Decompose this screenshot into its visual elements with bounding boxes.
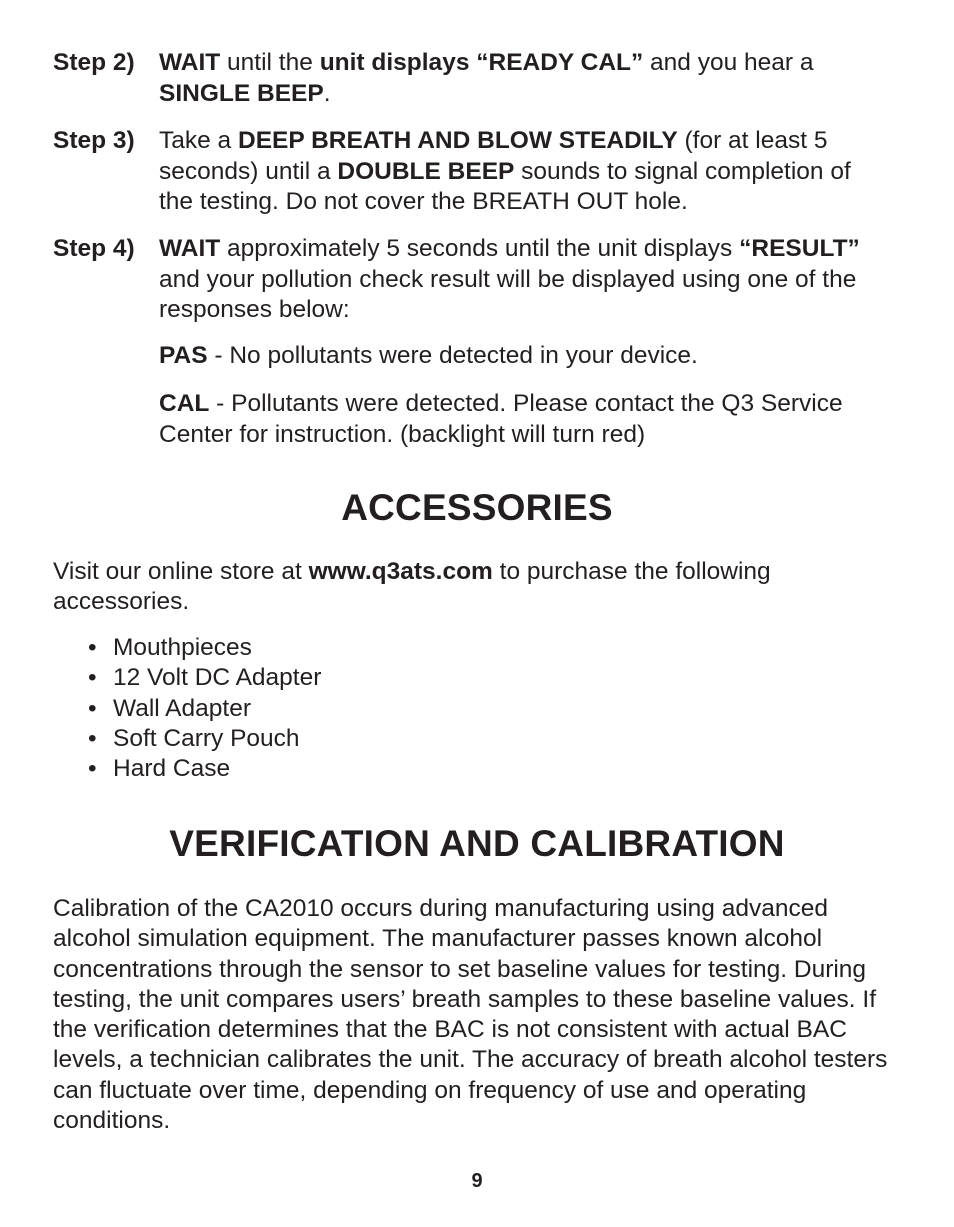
response-text: - Pollutants were detected. Please contact the Q3 Service Center for instruction. (backlight will turn red) [159,390,843,448]
list-item [88,754,321,784]
step-3 [53,126,913,218]
accessories-list [88,633,321,784]
step-text-bold: “RESULT” [739,235,860,262]
step-text-bold: SINGLE BEEP [159,79,324,107]
step-text-plain: (for at least 5 seconds) until a [159,127,828,185]
step-text [159,48,879,109]
verification-body: Calibration of the CA2010 occurs during manufacturing using advanced alcohol simulation equipment. The manufacturer passes known alcohol concentrations through the sensor to set baseline values for testing. During testing, the unit compares users’ breath samples to these baseline values. If the verification determines that the BAC is not consistent with actual BAC levels, a technician calibrates the unit. The accuracy of breath alcohol testers can fluctuate over time, depending on frequency of use and operating conditions. [53,895,888,1135]
step-label: Step 2) [53,49,135,76]
list-item-label: 12 Volt DC Adapter [113,664,322,692]
list-item [88,724,321,754]
step-text-plain: and your pollution check result will be displayed using one of the responses below: [159,265,857,323]
step-text-plain: approximately 5 seconds until the unit displays [220,235,740,262]
bullet-icon: • [88,634,97,661]
list-item [88,633,321,663]
intro-text: to purchase the following accessories. [53,558,771,616]
list-item-label: Soft Carry Pouch [113,724,300,752]
response-code: CAL [159,390,210,417]
list-item [88,663,321,693]
response-code: PAS [159,342,208,369]
list-item [88,694,321,724]
step-text-plain: sounds to signal completion of the testing. Do not cover the BREATH OUT hole. [159,157,851,215]
store-link[interactable]: www.q3ats.com [308,558,493,585]
response-pas [159,341,919,372]
bullet-icon: • [88,694,97,722]
step-text-bold: DEEP BREATH AND BLOW STEADILY [238,127,678,154]
step-label: Step 4) [53,235,135,262]
bullet-icon: • [88,724,97,752]
accessories-intro [53,557,913,618]
step-text-plain: Take a [159,127,238,154]
intro-text: Visit our online store at [53,558,309,585]
response-text: - No pollutants were detected in your device. [207,342,698,369]
response-cal [159,389,919,450]
list-item-label: Hard Case [113,755,231,783]
step-text-bold: WAIT [159,235,221,262]
step-text [159,234,869,326]
step-text-plain: and you hear a [643,49,814,76]
step-text-plain: . [323,79,331,107]
step-2 [53,48,913,109]
step-text [159,126,889,218]
step-text-bold: WAIT [159,49,221,76]
step-label: Step 3) [53,127,135,154]
list-item-label: Wall Adapter [113,694,251,722]
step-text-bold: unit displays “READY CAL” [319,49,644,76]
verification-heading: VERIFICATION AND CALIBRATION [169,823,785,864]
step-4 [53,234,913,326]
bullet-icon: • [88,755,97,783]
step-text-plain: until the [220,49,320,76]
page-number: 9 [471,1170,483,1192]
list-item-label: Mouthpieces [113,634,252,661]
accessories-heading: ACCESSORIES [341,487,613,528]
step-text-bold: DOUBLE BEEP [337,157,515,185]
bullet-icon: • [88,664,97,692]
